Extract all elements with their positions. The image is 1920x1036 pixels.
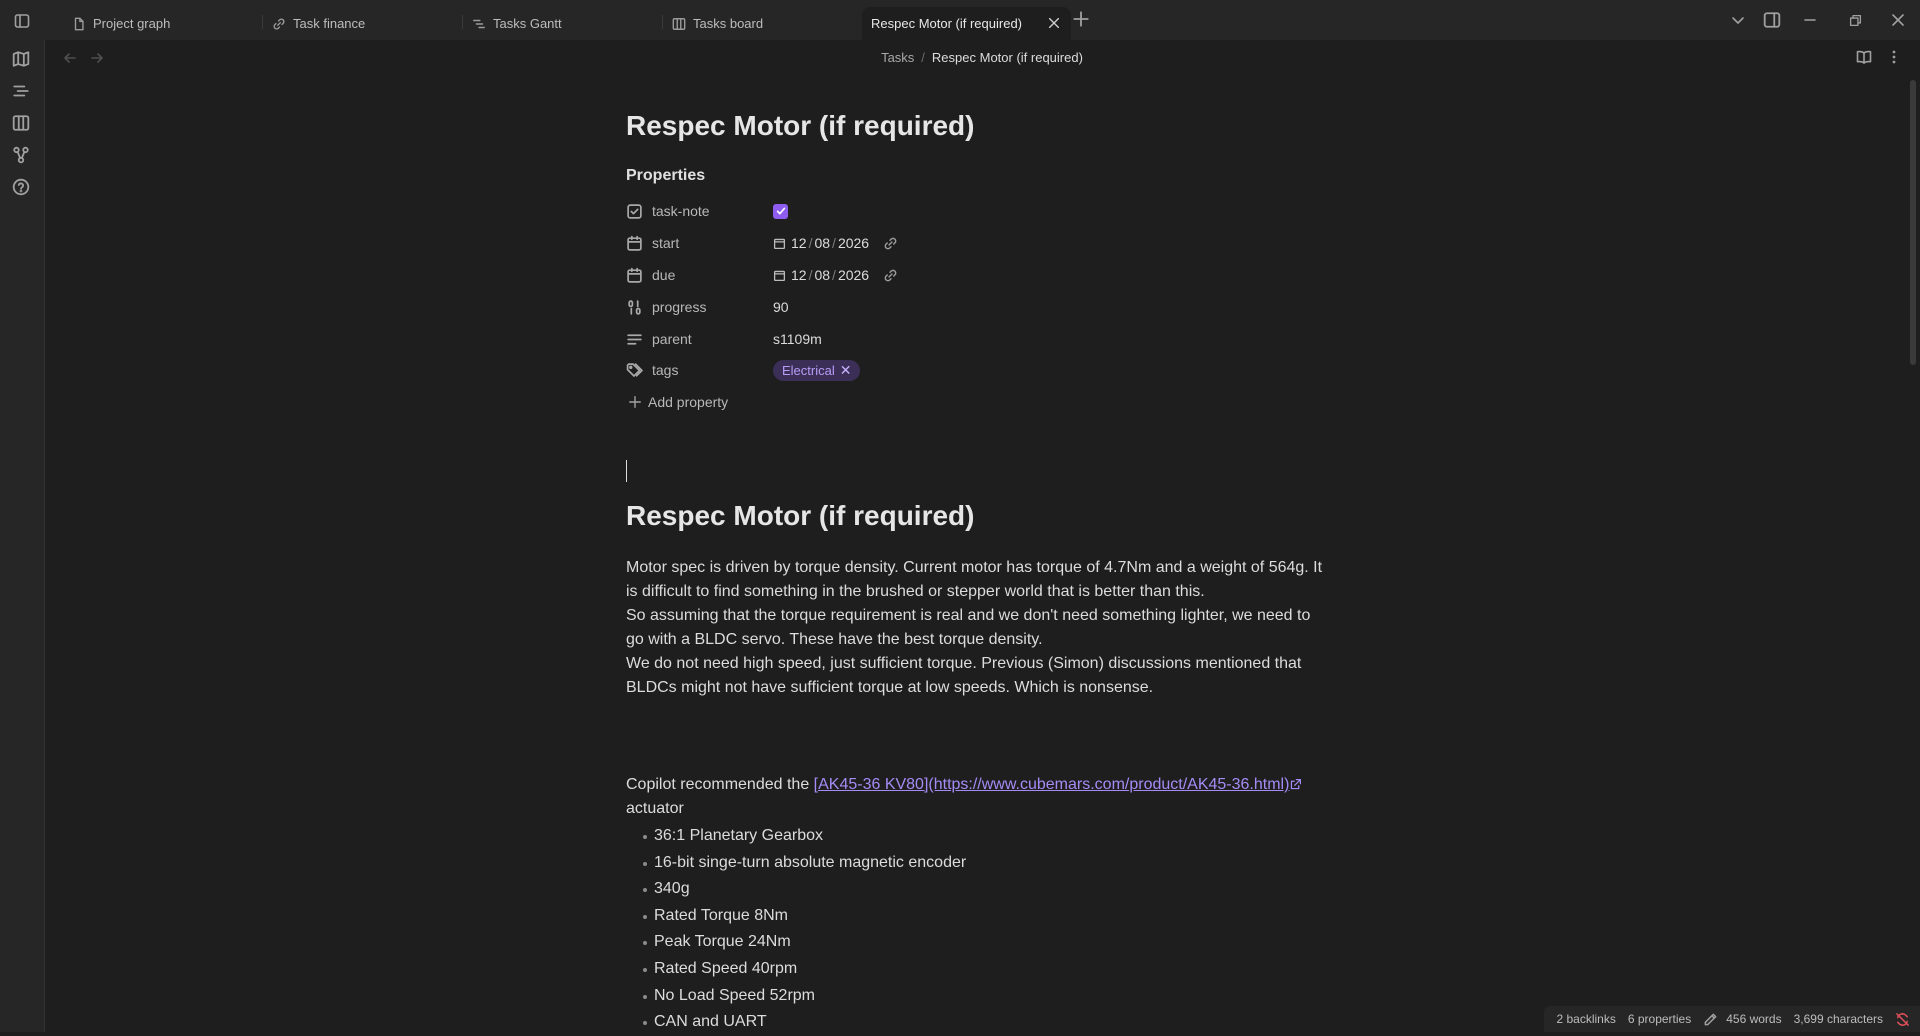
parent-value[interactable]: s1109m	[773, 331, 822, 347]
tag-remove-icon[interactable]: ✕	[839, 361, 852, 378]
property-progress	[626, 294, 1126, 320]
link-icon[interactable]	[883, 236, 898, 251]
property-start	[626, 230, 1126, 256]
ribbon-help-button[interactable]	[12, 178, 32, 198]
external-link-icon	[1289, 778, 1302, 791]
tab-divider	[662, 15, 663, 29]
ribbon-board-button[interactable]	[12, 114, 32, 134]
status-backlinks[interactable]: 2 backlinks	[1556, 1012, 1616, 1026]
tab-project-graph[interactable]	[64, 7, 267, 40]
property-key[interactable]	[626, 299, 773, 316]
tag-label: Electrical	[782, 362, 835, 378]
add-property-button[interactable]	[628, 394, 728, 410]
tab-bar	[0, 0, 1920, 40]
date-month: 12	[791, 267, 807, 283]
tab-label: Tasks Gantt	[493, 16, 562, 31]
columns-icon	[12, 114, 30, 132]
list-item[interactable]: No Load Speed 52rpm	[626, 983, 966, 1010]
view-header	[44, 40, 1920, 76]
list-item[interactable]: Rated Torque 8Nm	[626, 903, 966, 930]
tab-label: Project graph	[93, 16, 171, 31]
status-character-count: 3,699 characters	[1793, 1012, 1883, 1026]
tags-icon	[626, 362, 643, 379]
property-key-label: progress	[652, 299, 707, 315]
book-open-icon	[1856, 49, 1872, 65]
task-note-checkbox[interactable]	[773, 204, 788, 219]
date-day: 08	[814, 235, 831, 251]
pencil-icon[interactable]	[1703, 1012, 1718, 1027]
check-icon	[775, 205, 787, 217]
date-month: 12	[791, 235, 807, 251]
scrollbar-thumb[interactable]	[1910, 80, 1916, 365]
tab-divider	[462, 15, 463, 29]
text-cursor	[626, 460, 627, 482]
text-icon	[626, 331, 643, 348]
tab-label: Respec Motor (if required)	[871, 16, 1022, 31]
gantt-icon	[472, 17, 486, 31]
status-properties[interactable]: 6 properties	[1627, 1012, 1692, 1026]
sidebar-right-icon	[1763, 11, 1781, 29]
inline-title[interactable]: Respec Motor (if required)	[626, 110, 975, 141]
help-icon	[12, 178, 30, 196]
graph-icon	[12, 146, 30, 164]
tab-divider	[262, 15, 263, 29]
calendar-icon	[626, 267, 643, 284]
property-parent	[626, 326, 1126, 352]
minimize-button[interactable]	[1800, 10, 1820, 30]
property-key-label: task-note	[652, 203, 710, 219]
note-heading[interactable]: Respec Motor (if required)	[626, 500, 975, 531]
paragraph-copilot[interactable]	[626, 773, 1326, 821]
property-tags	[626, 357, 1126, 383]
list-item[interactable]: Peak Torque 24Nm	[626, 929, 966, 956]
chevron-down-icon	[1730, 12, 1746, 28]
list-item[interactable]: 340g	[626, 876, 966, 903]
due-date-field[interactable]	[773, 267, 903, 283]
spec-list	[626, 823, 966, 1036]
property-key-label: due	[652, 267, 676, 283]
calendar-icon	[626, 235, 643, 252]
paragraph[interactable]: We do not need high speed, just sufficient torque. Previous (Simon) discussions mentioned that BLDCs might not have sufficient torque at low speeds. Which is nonsense.	[626, 655, 1302, 696]
list-item[interactable]: CAN and UART	[626, 1009, 966, 1036]
calendar-icon	[773, 237, 786, 250]
date-year: 2026	[837, 235, 870, 251]
list-icon	[12, 82, 30, 100]
tab-label: Tasks board	[693, 16, 764, 31]
sidebar-left-icon	[14, 13, 30, 29]
ribbon-graph-button[interactable]	[12, 146, 32, 166]
close-icon	[1047, 16, 1061, 30]
external-link[interactable]: [AK45-36 KV80](https://www.cubemars.com/product/AK45-36.html)	[813, 776, 1290, 793]
close-window-button[interactable]	[1888, 10, 1908, 30]
tab-tasks-gantt[interactable]	[464, 7, 667, 40]
left-ribbon	[0, 40, 45, 1032]
date-separator: /	[832, 267, 836, 283]
copilot-suffix: actuator	[626, 800, 684, 817]
ribbon-outline-button[interactable]	[12, 82, 32, 102]
tag-pill[interactable]	[773, 360, 860, 381]
start-date-field[interactable]	[773, 235, 903, 251]
plus-icon	[628, 395, 642, 409]
property-key[interactable]	[626, 203, 773, 220]
more-options-button[interactable]	[1886, 49, 1904, 67]
property-key[interactable]	[626, 235, 773, 252]
property-due	[626, 262, 1126, 288]
property-task-note	[626, 198, 1126, 224]
calendar-icon	[773, 269, 786, 282]
ribbon-open-map-button[interactable]	[12, 50, 32, 70]
property-key-label: tags	[652, 362, 679, 378]
paragraph[interactable]: So assuming that the torque requirement is real and we don't need something lighter, we need to go with a BLDC servo. These have the best torque density.	[626, 607, 1311, 648]
new-tab-button[interactable]	[1072, 10, 1092, 30]
property-key[interactable]	[626, 331, 773, 348]
board-icon	[672, 17, 686, 31]
progress-value[interactable]: 90	[773, 299, 789, 315]
tab-respec-motor[interactable]	[862, 7, 1071, 40]
map-icon	[12, 50, 30, 68]
paragraph[interactable]: Motor spec is driven by torque density. Current motor has torque of 4.7Nm and a weight of 564g. It is difficult to find something in the brushed or stepper world that is better than this.	[626, 559, 1323, 600]
file-icon	[72, 17, 86, 31]
tab-label: Task finance	[293, 16, 366, 31]
link-icon	[272, 17, 286, 31]
list-item[interactable]: 36:1 Planetary Gearbox	[626, 823, 966, 850]
plus-icon	[1072, 10, 1090, 28]
date-day: 08	[814, 267, 831, 283]
minimize-icon	[1802, 12, 1818, 28]
close-icon	[1890, 12, 1906, 28]
right-sidebar-toggle-button[interactable]	[1762, 10, 1782, 30]
sync-off-icon[interactable]	[1895, 1012, 1910, 1027]
tab-tasks-board[interactable]	[664, 7, 867, 40]
date-separator: /	[808, 267, 813, 283]
date-year: 2026	[837, 267, 870, 283]
breadcrumb-separator: /	[921, 50, 925, 65]
property-key[interactable]	[626, 267, 773, 284]
link-icon[interactable]	[883, 268, 898, 283]
list-item[interactable]: 16-bit singe-turn absolute magnetic encoder	[626, 850, 966, 877]
date-separator: /	[832, 235, 836, 251]
property-key-label: start	[652, 235, 680, 251]
copilot-prefix: Copilot recommended the	[626, 776, 814, 793]
binary-icon	[626, 299, 643, 316]
breadcrumb-parent[interactable]: Tasks	[881, 50, 915, 65]
property-key-label: parent	[652, 331, 692, 347]
checkbox-icon	[626, 203, 643, 220]
add-property-label: Add property	[648, 394, 729, 410]
tab-task-finance[interactable]	[264, 7, 467, 40]
breadcrumb	[44, 50, 1920, 65]
more-vertical-icon	[1886, 49, 1902, 65]
properties-heading[interactable]: Properties	[626, 167, 706, 184]
reading-view-button[interactable]	[1856, 49, 1874, 67]
restore-button[interactable]	[1845, 10, 1865, 30]
list-item[interactable]: Rated Speed 40rpm	[626, 956, 966, 983]
status-bar	[1544, 1006, 1920, 1032]
restore-icon	[1849, 14, 1862, 27]
property-key[interactable]	[626, 362, 773, 379]
sidebar-toggle-button[interactable]	[10, 10, 34, 32]
tab-close-button[interactable]	[1047, 16, 1061, 30]
date-separator: /	[808, 235, 813, 251]
status-word-count: 456 words	[1726, 1012, 1782, 1026]
tab-list-button[interactable]	[1728, 10, 1748, 30]
breadcrumb-current[interactable]: Respec Motor (if required)	[931, 50, 1083, 65]
